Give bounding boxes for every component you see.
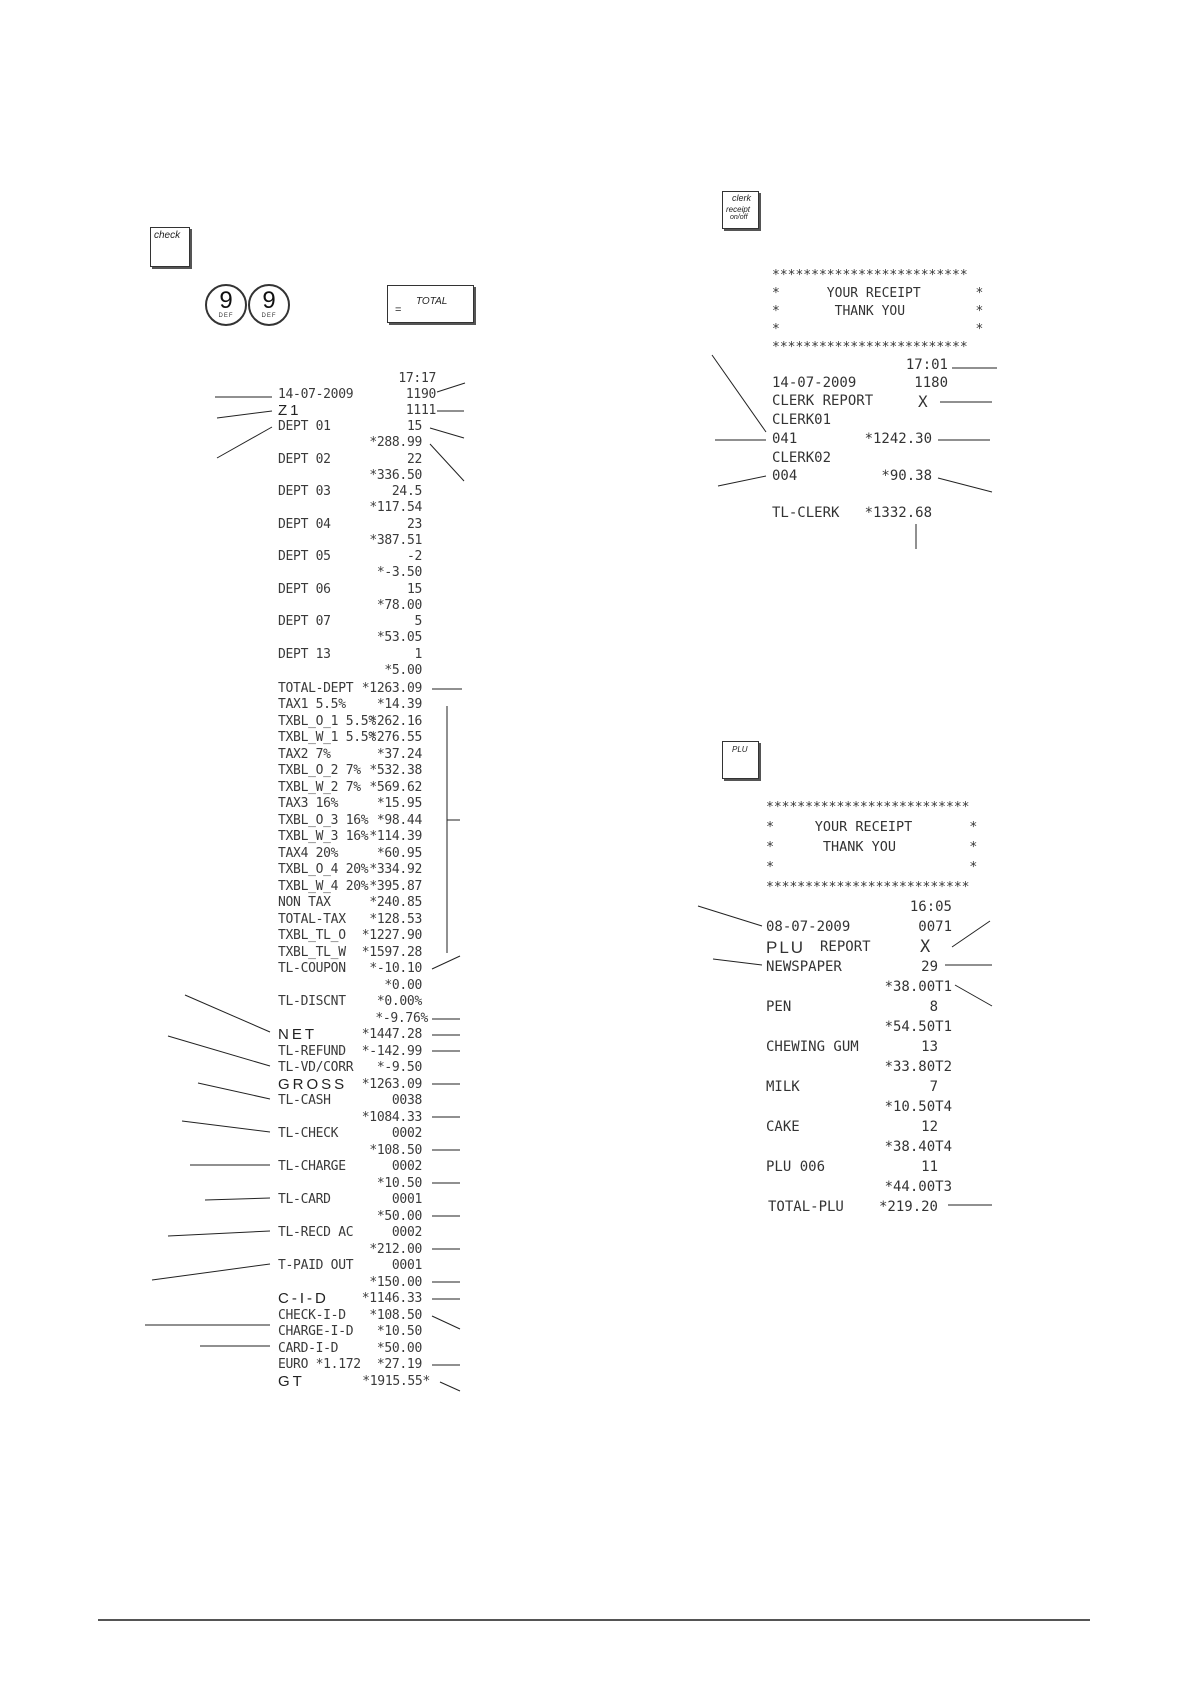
tax-value: *569.62 xyxy=(369,780,422,795)
callout-line xyxy=(185,995,270,1032)
tax-value: *15.95 xyxy=(376,796,422,811)
dept-qty: 1 xyxy=(414,647,422,662)
totals-value: *108.50 xyxy=(369,1308,422,1323)
tax-label: TAX2 7% xyxy=(278,747,331,762)
plu-x-mark: X xyxy=(920,937,931,957)
dept-amount: *-3.50 xyxy=(376,565,422,580)
plu-stars-top: ************************** xyxy=(766,800,970,815)
clerk-number: 1180 xyxy=(914,375,948,391)
tax-value: *0.00% xyxy=(376,994,422,1009)
receipt-key-label: receipt xyxy=(726,205,751,214)
dept-amount: *387.51 xyxy=(369,533,422,548)
tax-value: *114.39 xyxy=(369,829,422,844)
callout-line xyxy=(432,956,460,969)
callout-line xyxy=(713,959,762,965)
nine-digit: 9 xyxy=(219,287,233,314)
plu-date: 08-07-2009 xyxy=(766,919,851,935)
def-label: DEF xyxy=(218,313,234,319)
z1-report-label: Z1 xyxy=(278,402,302,419)
plu-item-value: *54.50T1 xyxy=(884,1019,952,1035)
tax-label: TOTAL-DEPT xyxy=(278,681,354,696)
tax-label: TAX1 5.5% xyxy=(278,697,346,712)
totals-label: EURO *1.172 xyxy=(278,1357,361,1372)
tax-value: *395.87 xyxy=(369,879,422,894)
clerk-header-line: * THANK YOU * xyxy=(772,304,984,319)
totals-value: *150.00 xyxy=(369,1275,422,1290)
totals-value: 0002 xyxy=(391,1126,422,1141)
tax-label: TOTAL-TAX xyxy=(278,912,346,927)
dept-label: DEPT 05 xyxy=(278,549,331,564)
dept-amount: *288.99 xyxy=(369,435,422,450)
callout-line xyxy=(938,478,992,492)
plu-number: 0071 xyxy=(918,919,952,935)
dept-qty: 22 xyxy=(406,452,422,467)
totals-label: GROSS xyxy=(278,1076,348,1093)
callout-line xyxy=(168,1231,270,1236)
plu-item-name: NEWSPAPER xyxy=(766,959,842,975)
tax-value: *262.16 xyxy=(369,714,422,729)
callout-line xyxy=(182,1121,270,1132)
plu-item-name: PLU 006 xyxy=(766,1159,826,1175)
totals-value: *-142.99 xyxy=(361,1044,422,1059)
clerk-time: 17:01 xyxy=(905,357,948,373)
clerk-stars-top: ************************* xyxy=(772,268,968,283)
totals-value: *108.50 xyxy=(369,1143,422,1158)
plu-item-name: CHEWING GUM xyxy=(766,1039,859,1055)
plu-item-qty: 12 xyxy=(921,1119,938,1135)
tax-value: *98.44 xyxy=(376,813,422,828)
tax-label: TXBL_W_2 7% xyxy=(278,780,361,795)
totals-label: CARD-I-D xyxy=(278,1341,339,1356)
z1-time: 17:17 xyxy=(398,371,436,386)
tax-label: TXBL_TL_W xyxy=(278,945,346,960)
tax-value: *0.00 xyxy=(384,978,422,993)
totals-label: TL-CHECK xyxy=(278,1126,339,1141)
tax-value: *276.55 xyxy=(369,730,422,745)
nine-digit: 9 xyxy=(262,287,276,314)
plu-stars-bottom: ************************** xyxy=(766,880,970,895)
tl-clerk-value: *1332.68 xyxy=(864,505,932,521)
plu-item-value: *10.50T4 xyxy=(884,1099,952,1115)
dept-qty: 24.5 xyxy=(391,484,422,499)
callout-line xyxy=(205,1198,270,1200)
totals-label: TL-REFUND xyxy=(278,1044,346,1059)
tax-label: TXBL_W_4 20% xyxy=(278,879,369,894)
plu-report-big: PLU xyxy=(766,938,806,957)
tax-value: *1597.28 xyxy=(361,945,422,960)
total-plu-value: *219.20 xyxy=(878,1199,938,1215)
def-label: DEF xyxy=(261,313,277,319)
callout-line xyxy=(217,411,272,418)
plu-item-value: *38.00T1 xyxy=(884,979,952,995)
check-key-label: check xyxy=(154,230,181,241)
plu-item-qty: 29 xyxy=(921,959,938,975)
tl-clerk-label: TL-CLERK xyxy=(772,505,840,521)
plu-item-name: MILK xyxy=(766,1079,800,1095)
plu-item-qty: 13 xyxy=(921,1039,938,1055)
tax-value: *-10.10 xyxy=(369,961,422,976)
totals-value: 0002 xyxy=(391,1225,422,1240)
totals-value: 0001 xyxy=(391,1258,422,1273)
totals-label: C-I-D xyxy=(278,1290,329,1307)
dept-qty: -2 xyxy=(406,549,422,564)
totals-label: T-PAID OUT xyxy=(278,1258,354,1273)
tax-value: *334.92 xyxy=(369,862,422,877)
dept-label: DEPT 04 xyxy=(278,517,331,532)
totals-value: 0001 xyxy=(391,1192,422,1207)
total-plu-label: TOTAL-PLU xyxy=(768,1199,844,1215)
tax-value: *14.39 xyxy=(376,697,422,712)
footer-rule xyxy=(98,1619,1090,1621)
callout-line xyxy=(217,427,272,458)
totals-label: CHECK-I-D xyxy=(278,1308,346,1323)
totals-value: *1146.33 xyxy=(361,1291,422,1306)
totals-label: NET xyxy=(278,1026,317,1043)
dept-amount: *78.00 xyxy=(376,598,422,613)
callout-line xyxy=(440,1382,460,1391)
tax-label: TXBL_O_1 5.5% xyxy=(278,714,376,729)
totals-label: CHARGE-I-D xyxy=(278,1324,354,1339)
tax-value: *1263.09 xyxy=(361,681,422,696)
clerk-date: 14-07-2009 xyxy=(772,375,857,391)
totals-label: TL-VD/CORR xyxy=(278,1060,354,1075)
plu-item-value: *44.00T3 xyxy=(884,1179,952,1195)
plu-header-line: * THANK YOU * xyxy=(766,839,978,855)
tax-value: *532.38 xyxy=(369,763,422,778)
clerk1-name: CLERK01 xyxy=(772,412,832,428)
totals-value: *50.00 xyxy=(376,1209,422,1224)
totals-value: *1915.55* xyxy=(362,1374,430,1389)
plu-item-value: *33.80T2 xyxy=(884,1059,952,1075)
z1-count: 1111 xyxy=(405,403,436,418)
callout-line xyxy=(430,444,464,481)
tax-value: *240.85 xyxy=(369,895,422,910)
plu-time: 16:05 xyxy=(909,899,952,915)
tax-value: *1227.90 xyxy=(361,928,422,943)
clerk-stars-bottom: ************************* xyxy=(772,340,968,355)
plu-item-value: *38.40T4 xyxy=(884,1139,952,1155)
totals-value: *1263.09 xyxy=(361,1077,422,1092)
plu-item-qty: 8 xyxy=(929,999,938,1015)
tax-label: TXBL_O_3 16% xyxy=(278,813,369,828)
tax-label: TAX4 20% xyxy=(278,846,339,861)
plu-header-line: * * xyxy=(766,859,978,875)
z1-date: 14-07-2009 xyxy=(278,387,354,402)
equals-sign: = xyxy=(395,304,402,316)
totals-value: 0002 xyxy=(391,1159,422,1174)
totals-label: TL-CARD xyxy=(278,1192,331,1207)
plu-item-qty: 7 xyxy=(929,1079,938,1095)
callout-line xyxy=(432,1316,460,1329)
tax-label: TXBL_TL_O xyxy=(278,928,346,943)
callout-line xyxy=(430,428,464,438)
totals-label: GT xyxy=(278,1373,305,1390)
callout-line xyxy=(168,1036,270,1066)
callout-line xyxy=(152,1264,270,1280)
tax-label: TXBL_O_2 7% xyxy=(278,763,361,778)
dept-qty: 15 xyxy=(406,419,422,434)
clerk2-name: CLERK02 xyxy=(772,450,832,466)
dept-amount: *5.00 xyxy=(384,663,422,678)
tax-value: *128.53 xyxy=(369,912,422,927)
dept-label: DEPT 02 xyxy=(278,452,331,467)
totals-label: TL-RECD AC xyxy=(278,1225,354,1240)
dept-label: DEPT 07 xyxy=(278,614,331,629)
dept-qty: 23 xyxy=(406,517,422,532)
clerk2-value: *90.38 xyxy=(881,468,932,484)
plu-item-qty: 11 xyxy=(921,1159,938,1175)
tax-value: *37.24 xyxy=(376,747,422,762)
clerk1-value: *1242.30 xyxy=(864,431,932,447)
plu-key-label: PLU xyxy=(732,745,748,754)
totals-value: *10.50 xyxy=(376,1176,422,1191)
tax-value: *-9.76% xyxy=(375,1011,428,1026)
plu-report-label: REPORT xyxy=(820,939,871,955)
callout-line xyxy=(718,476,766,486)
callout-line xyxy=(698,906,762,926)
tax-label: TXBL_W_3 16% xyxy=(278,829,369,844)
dept-amount: *336.50 xyxy=(369,468,422,483)
callout-line xyxy=(198,1083,270,1099)
plu-item-name: CAKE xyxy=(766,1119,800,1135)
totals-label: TL-CHARGE xyxy=(278,1159,346,1174)
dept-label: DEPT 03 xyxy=(278,484,331,499)
clerk-key-label: clerk xyxy=(732,193,752,203)
clerk-report-label: CLERK REPORT xyxy=(772,393,874,409)
clerk1-count: 041 xyxy=(772,431,798,447)
plu-header-line: * YOUR RECEIPT * xyxy=(766,819,978,835)
dept-label: DEPT 01 xyxy=(278,419,331,434)
callout-line xyxy=(437,383,465,392)
totals-label: TL-CASH xyxy=(278,1093,331,1108)
totals-value: *-9.50 xyxy=(376,1060,422,1075)
onoff-key-label: on/off xyxy=(730,214,748,221)
dept-label: DEPT 13 xyxy=(278,647,331,662)
dept-qty: 15 xyxy=(406,582,422,597)
dept-label: DEPT 06 xyxy=(278,582,331,597)
callout-line xyxy=(955,985,992,1006)
total-key-label: TOTAL xyxy=(416,296,448,307)
tax-label: TXBL_W_1 5.5% xyxy=(278,730,376,745)
totals-value: *27.19 xyxy=(376,1357,422,1372)
callout-line xyxy=(712,355,766,432)
totals-value: *1084.33 xyxy=(361,1110,422,1125)
callout-line xyxy=(952,921,990,947)
dept-amount: *53.05 xyxy=(376,630,422,645)
totals-value: *212.00 xyxy=(369,1242,422,1257)
plu-item-name: PEN xyxy=(766,999,792,1015)
totals-value: *50.00 xyxy=(376,1341,422,1356)
tax-label: TXBL_O_4 20% xyxy=(278,862,369,877)
clerk-x-mark: X xyxy=(918,392,928,411)
totals-value: *10.50 xyxy=(376,1324,422,1339)
tax-value: *60.95 xyxy=(376,846,422,861)
tax-label: TAX3 16% xyxy=(278,796,339,811)
dept-amount: *117.54 xyxy=(369,500,422,515)
z1-number: 1190 xyxy=(405,387,436,402)
tax-label: TL-DISCNT xyxy=(278,994,346,1009)
clerk2-count: 004 xyxy=(772,468,798,484)
tax-label: TL-COUPON xyxy=(278,961,346,976)
totals-value: *1447.28 xyxy=(361,1027,422,1042)
clerk-header-line: * * xyxy=(772,322,984,337)
clerk-header-line: * YOUR RECEIPT * xyxy=(772,286,984,301)
tax-label: NON TAX xyxy=(278,895,331,910)
dept-qty: 5 xyxy=(414,614,422,629)
totals-value: 0038 xyxy=(391,1093,422,1108)
